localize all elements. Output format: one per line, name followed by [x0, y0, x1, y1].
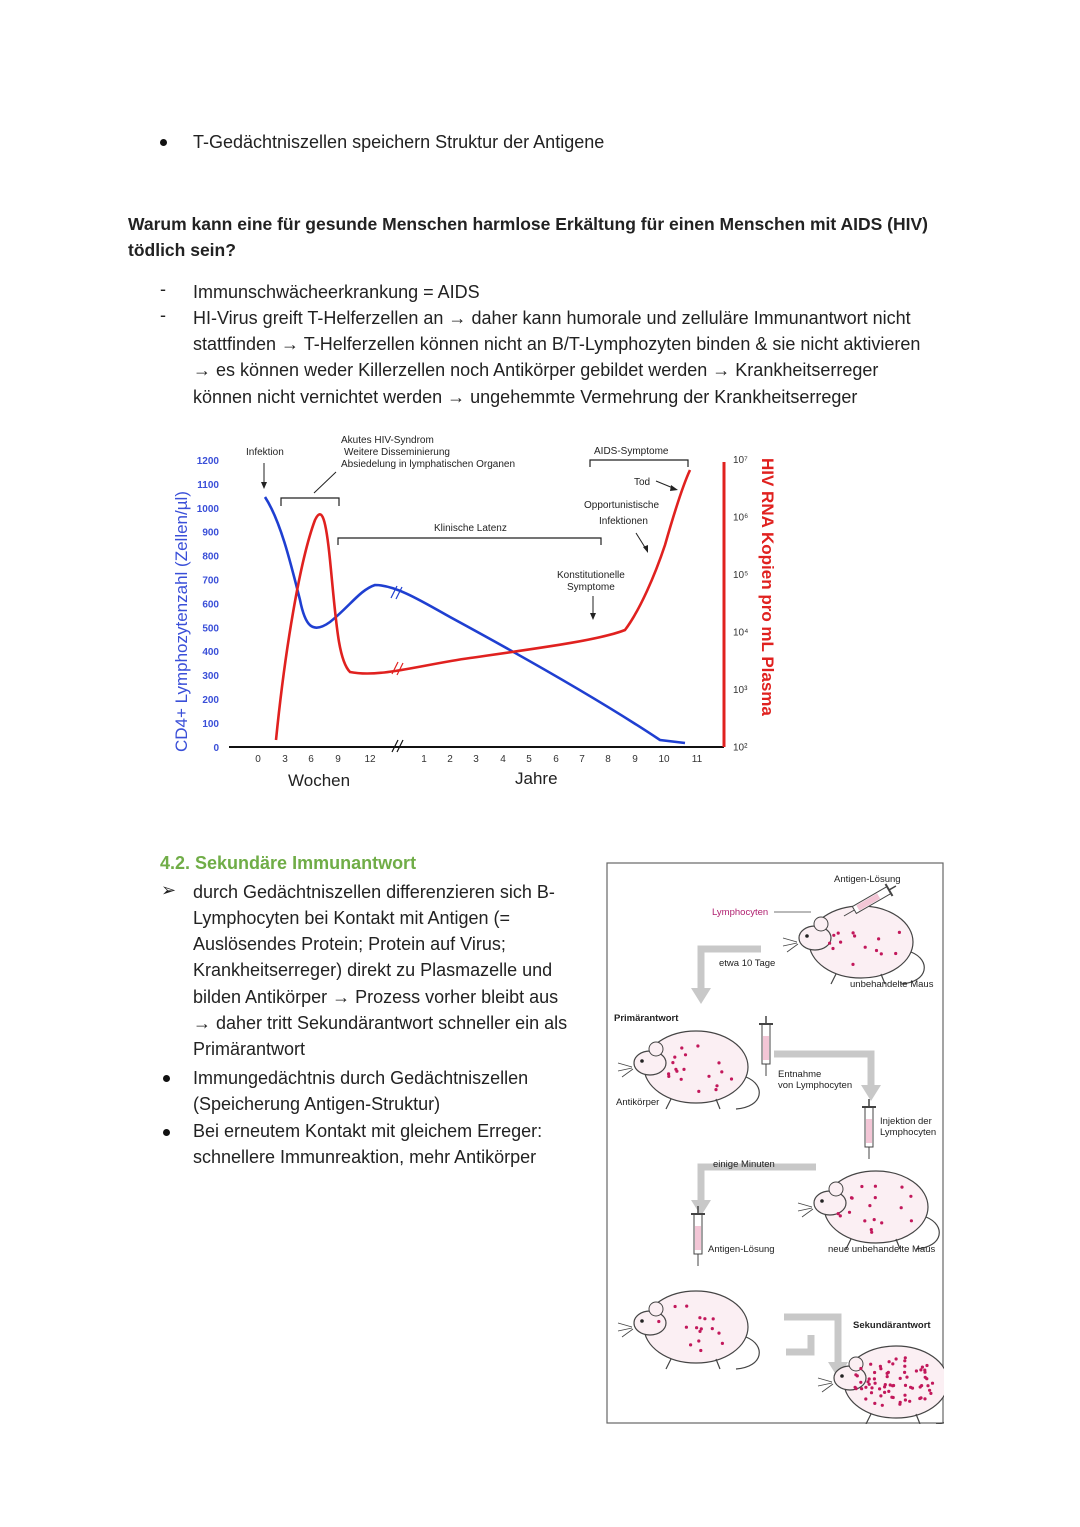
lymphocyte-dot [880, 1221, 883, 1224]
left-tick-label: 400 [202, 647, 219, 659]
left-tick-label: 1100 [197, 479, 219, 491]
x-label-years: Jahre [515, 769, 558, 788]
left-tick-label: 300 [202, 671, 219, 683]
x-label-weeks: Wochen [288, 771, 351, 790]
lymphocyte-dot [921, 1366, 924, 1369]
annot-aids: AIDS-Symptome [594, 446, 669, 457]
top-bullet-text: T-Gedächtniszellen speichern Struktur der Antigene [193, 132, 605, 152]
lymphocyte-dot [903, 1365, 906, 1368]
lymphocyte-dot [874, 1185, 877, 1188]
year-tick-label: 9 [632, 754, 638, 765]
hiv-course-chart [160, 425, 800, 795]
lymphocyte-dot [721, 1342, 724, 1345]
annot-infektion: Infektion [246, 447, 284, 458]
lymphocyte-dot [711, 1327, 714, 1330]
section-arrow-line-5: bilden Antikörper → Prozess vorher bleibt aus [193, 987, 559, 1007]
lymphocyte-dot [831, 947, 834, 950]
lymphocyte-dot [707, 1075, 710, 1078]
lymphocyte-dot [904, 1356, 907, 1359]
curve-breaks-red [392, 662, 403, 675]
bracket-aids [590, 460, 688, 467]
label-entnahme-1: Entnahme [778, 1069, 822, 1080]
lymphocyte-dot [926, 1384, 929, 1387]
arrowhead [261, 482, 267, 489]
lymphocyte-dot [880, 952, 883, 955]
lymphocyte-dot [915, 1369, 918, 1372]
lymphocyte-dot [832, 934, 835, 937]
lymphocyte-dot [828, 942, 831, 945]
left-tick-label: 500 [202, 623, 219, 635]
lymphocyte-dot [870, 1391, 873, 1394]
lymphocyte-dot [909, 1195, 912, 1198]
annot-akut-leader [314, 472, 336, 493]
arrowhead [670, 485, 678, 491]
lymphocyte-dot [918, 1397, 921, 1400]
label-einige-minuten: einige Minuten [713, 1159, 775, 1170]
lymphocyte-dot [864, 946, 867, 949]
dash-marker: - [160, 305, 166, 325]
lymphocyte-dot [919, 1368, 922, 1371]
lymphocyte-dot [879, 1394, 882, 1397]
question-line-1: Warum kann eine für gesunde Menschen harmlose Erkältung für einen Menschen mit AIDS (HIV) [128, 214, 928, 234]
arrowhead [590, 613, 596, 620]
label-sekundaerantwort: Sekundärantwort [853, 1320, 931, 1331]
lymphocyte-dot [923, 1371, 926, 1374]
year-tick-label: 1 [421, 754, 427, 765]
label-lymphocyten: Lymphocyten [712, 907, 769, 918]
year-tick-label: 3 [473, 754, 479, 765]
lymphocyte-dot [928, 1389, 931, 1392]
section-arrow-line-6: → daher tritt Sekundärantwort schneller ein als [193, 1013, 568, 1033]
label-unbehandelte-maus: unbehandelte Maus [850, 979, 934, 990]
lymphocyte-dot [685, 1305, 688, 1308]
section-bullet-1-line-1: Immungedächtnis durch Gedächtniszellen [193, 1068, 529, 1088]
label-injektion-2: Lymphocyten [880, 1127, 937, 1138]
annot-akut-3: Absiedelung in lymphatischen Organen [341, 459, 515, 470]
lymphocyte-dot [924, 1376, 927, 1379]
lymphocyte-dot [684, 1053, 687, 1056]
lymphocyte-dot [869, 1363, 872, 1366]
lymphocyte-dot [910, 1219, 913, 1222]
section-arrow-line-3: Auslösendes Protein; Protein auf Virus; [193, 934, 506, 954]
annot-akut-1: Akutes HIV-Syndrom [341, 435, 434, 446]
lymphocyte-dot [887, 1390, 890, 1393]
week-tick-label: 9 [335, 754, 341, 765]
lymphocyte-dot [689, 1343, 692, 1346]
lymphocyte-dot [874, 1382, 877, 1385]
left-tick-label: 1000 [196, 503, 219, 515]
lymphocyte-dot [854, 1373, 857, 1376]
dash-marker: - [160, 279, 166, 299]
year-tick-label: 7 [579, 754, 585, 765]
year-tick-label: 5 [526, 754, 532, 765]
arrow-bullet: ➢ [161, 880, 177, 900]
answer-item-2-line-2: stattfinden → T-Helferzellen können nicht an B/T-Lymphozyten binden & sie nicht aktivieren [193, 334, 921, 354]
lymphocyte-dot [850, 1196, 853, 1199]
lymphocyte-dot [920, 1384, 923, 1387]
section-bullet-2-line-1: Bei erneutem Kontakt mit gleichem Erreger: [193, 1121, 543, 1141]
year-tick-label: 6 [553, 754, 559, 765]
lymphocyte-dot [667, 1072, 670, 1075]
lymphocyte-dot [860, 1387, 863, 1390]
lymphocyte-dot [851, 963, 854, 966]
lymphocyte-dot [837, 1212, 840, 1215]
year-tick-label: 4 [500, 754, 506, 765]
lymphocyte-dot [720, 1070, 723, 1073]
lymphocyte-dot [925, 1364, 928, 1367]
lymphocyte-dot [864, 1397, 867, 1400]
left-tick-label: 1200 [196, 456, 219, 467]
annot-konst-1: Konstitutionelle [557, 570, 625, 581]
lymphocyte-dot [854, 1386, 857, 1389]
label-etwa-10-tage: etwa 10 Tage [719, 958, 776, 969]
lymphocyte-dot [903, 1394, 906, 1397]
lymphocyte-dot [674, 1305, 677, 1308]
left-tick-label: 0 [213, 742, 219, 754]
lymphocyte-dot [712, 1317, 715, 1320]
left-tick-label: 900 [202, 527, 219, 539]
annot-latenz: Klinische Latenz [434, 523, 507, 534]
right-axis-label: HIV RNA Kopien pro mL Plasma [758, 458, 777, 716]
lymphocyte-dot [714, 1088, 717, 1091]
annot-opp-1: Opportunistische [584, 500, 660, 511]
lymphocyte-dot [715, 1084, 718, 1087]
lymphocyte-dot [673, 1056, 676, 1059]
year-tick-label: 8 [605, 754, 611, 765]
lymphocyte-dot [900, 1186, 903, 1189]
lymphocyte-dot [730, 1077, 733, 1080]
lymphocyte-dot [899, 1377, 902, 1380]
lymphocyte-dot [888, 1360, 891, 1363]
year-ticks [421, 754, 702, 765]
arrow-tod [656, 481, 673, 488]
right-tick-label: 10⁴ [733, 627, 749, 639]
annot-konst-2: Symptome [567, 582, 615, 593]
label-neue-maus: neue unbehandelte Maus [828, 1244, 936, 1255]
lymphocyte-dot [680, 1046, 683, 1049]
right-tick-label: 10⁷ [733, 455, 748, 466]
lymphocyte-dot [898, 931, 901, 934]
right-tick-label: 10⁶ [733, 512, 749, 524]
lymphocyte-dot [879, 1367, 882, 1370]
lymphocyte-dot [717, 1332, 720, 1335]
section-bullet-2-line-2: schnellere Immunreaktion, mehr Antikörper [193, 1147, 537, 1167]
lymphocyte-dot [889, 1383, 892, 1386]
left-tick-label: 700 [202, 575, 219, 587]
bullet-dot [163, 1129, 170, 1136]
lymphocyte-dot [923, 1397, 926, 1400]
lymphocyte-dot [874, 1196, 877, 1199]
lymphocyte-dot [697, 1090, 700, 1093]
lymphocyte-dot [875, 949, 878, 952]
lymphocyte-dot [852, 931, 855, 934]
lymphocyte-dot [848, 1211, 851, 1214]
lymphocyte-dot [864, 1386, 867, 1389]
lymphocyte-dot [903, 1359, 906, 1362]
week-tick-label: 0 [255, 754, 261, 765]
lymphocyte-dot [696, 1044, 699, 1047]
lymphocyte-dot [860, 1185, 863, 1188]
lymphocyte-dot [891, 1362, 894, 1365]
lymphocyte-dot [903, 1371, 906, 1374]
lymphocyte-dot [674, 1068, 677, 1071]
lymphocyte-dot [904, 1398, 907, 1401]
bracket-akut [281, 498, 339, 506]
year-tick-label: 10 [658, 754, 670, 765]
lymphocyte-dot [685, 1326, 688, 1329]
lymphocyte-dot [866, 1380, 869, 1383]
lymphocyte-dot [931, 1382, 934, 1385]
label-injektion-1: Injektion der [880, 1116, 932, 1127]
lymphocyte-dot [878, 1387, 881, 1390]
lymphocyte-dot [863, 1219, 866, 1222]
lymphocyte-dot [899, 1401, 902, 1404]
secondary-response-diagram [606, 862, 944, 1424]
lymphocyte-dot [911, 1387, 914, 1390]
year-tick-label: 11 [691, 754, 703, 765]
lymphocyte-dot [859, 1367, 862, 1370]
section-arrow-line-1: durch Gedächtniszellen differenzieren sich B- [193, 882, 555, 902]
bullet-dot [163, 1075, 170, 1082]
annot-tod: Tod [634, 477, 651, 488]
answer-item-2-line-4: können nicht vernichtet werden → ungehemmte Vermehrung der Krankheitserreger [193, 387, 858, 407]
week-tick-label: 3 [282, 754, 288, 765]
lymphocyte-dot [894, 952, 897, 955]
label-antigen-loesung-mid: Antigen-Lösung [708, 1244, 775, 1255]
lymphocyte-dot [905, 1376, 908, 1379]
lymphocyte-dot [904, 1384, 907, 1387]
answer-item-2-line-1: HI-Virus greift T-Helferzellen an → daher kann humorale und zelluläre Immunantwort nicht [193, 308, 911, 328]
lymphocyte-dot [700, 1327, 703, 1330]
week-tick-label: 6 [308, 754, 314, 765]
lymphocyte-dot [698, 1316, 701, 1319]
label-antigen-loesung-top: Antigen-Lösung [834, 874, 901, 885]
lymphocyte-dot [837, 932, 840, 935]
left-tick-label: 800 [202, 551, 219, 563]
answer-item-1: Immunschwächeerkrankung = AIDS [193, 282, 480, 302]
lymphocyte-dot [859, 1381, 862, 1384]
lymphocyte-dot [717, 1061, 720, 1064]
lymphocyte-dot [886, 1375, 889, 1378]
lymphocyte-dot [900, 1206, 903, 1209]
lymphocyte-dot [868, 1377, 871, 1380]
lymphocyte-dot [870, 1228, 873, 1231]
section-arrow-line-7: Primärantwort [193, 1039, 306, 1059]
right-ticks [733, 455, 748, 754]
lymphocyte-dot [877, 937, 880, 940]
lymphocyte-dot [881, 1404, 884, 1407]
question-line-2: tödlich sein? [128, 240, 236, 260]
answer-item-2-line-3: → es können weder Killerzellen noch Antikörper gebildet werden → Krankheitserreger [193, 360, 879, 380]
lymphocyte-dot [657, 1320, 660, 1323]
lymphocyte-dot [873, 1218, 876, 1221]
lymphocyte-dot [929, 1392, 932, 1395]
lymphocyte-dot [682, 1068, 685, 1071]
year-tick-label: 2 [447, 754, 453, 765]
left-ticks [197, 456, 220, 754]
annot-opp-2: Infektionen [599, 516, 648, 527]
left-tick-label: 200 [202, 695, 219, 706]
lymphocyte-dot [695, 1326, 698, 1329]
left-tick-label: 100 [202, 718, 219, 730]
right-tick-label: 10⁵ [733, 570, 749, 581]
label-antikoerper: Antikörper [616, 1097, 660, 1108]
lymphocyte-dot [908, 1400, 911, 1403]
section-bullet-1-line-2: (Speicherung Antigen-Struktur) [193, 1094, 441, 1114]
section-arrow-line-4: Krankheitserreger) direkt zu Plasmazelle und [193, 960, 553, 980]
week-ticks [255, 754, 376, 765]
lymphocyte-dot [839, 941, 842, 944]
lymphocyte-dot [868, 1204, 871, 1207]
section-title: 4.2. Sekundäre Immunantwort [160, 853, 417, 873]
lymphocyte-dot [873, 1377, 876, 1380]
annot-akut-2: Weitere Disseminierung [344, 447, 450, 458]
right-tick-label: 10³ [733, 685, 748, 696]
lymphocyte-dot [703, 1317, 706, 1320]
lymphocyte-dot [697, 1339, 700, 1342]
lymphocyte-dot [895, 1357, 898, 1360]
lymphocyte-dot [890, 1396, 893, 1399]
lymphocyte-dot [870, 1231, 873, 1234]
lymphocyte-dot [884, 1383, 887, 1386]
label-entnahme-2: von Lymphocyten [778, 1080, 853, 1091]
lymphocyte-dot [870, 1386, 873, 1389]
left-axis-label: CD4+ Lymphozytenzahl (Zellen/µl) [172, 491, 191, 752]
section-arrow-line-2: Lymphocyten bei Kontakt mit Antigen (= [193, 908, 511, 928]
bullet-dot [160, 139, 167, 146]
lymphocyte-dot [887, 1371, 890, 1374]
right-tick-label: 10² [733, 742, 748, 754]
label-primaerantwort: Primärantwort [614, 1013, 679, 1024]
lymphocyte-dot [883, 1391, 886, 1394]
lymphocyte-dot [853, 934, 856, 937]
lymphocyte-dot [873, 1371, 876, 1374]
lymphocyte-dot [699, 1349, 702, 1352]
lymphocyte-dot [873, 1402, 876, 1405]
week-tick-label: 12 [364, 754, 376, 765]
lymphocyte-dot [680, 1078, 683, 1081]
left-tick-label: 600 [202, 599, 219, 611]
lymphocyte-dot [671, 1061, 674, 1064]
bracket-latenz [338, 538, 601, 545]
